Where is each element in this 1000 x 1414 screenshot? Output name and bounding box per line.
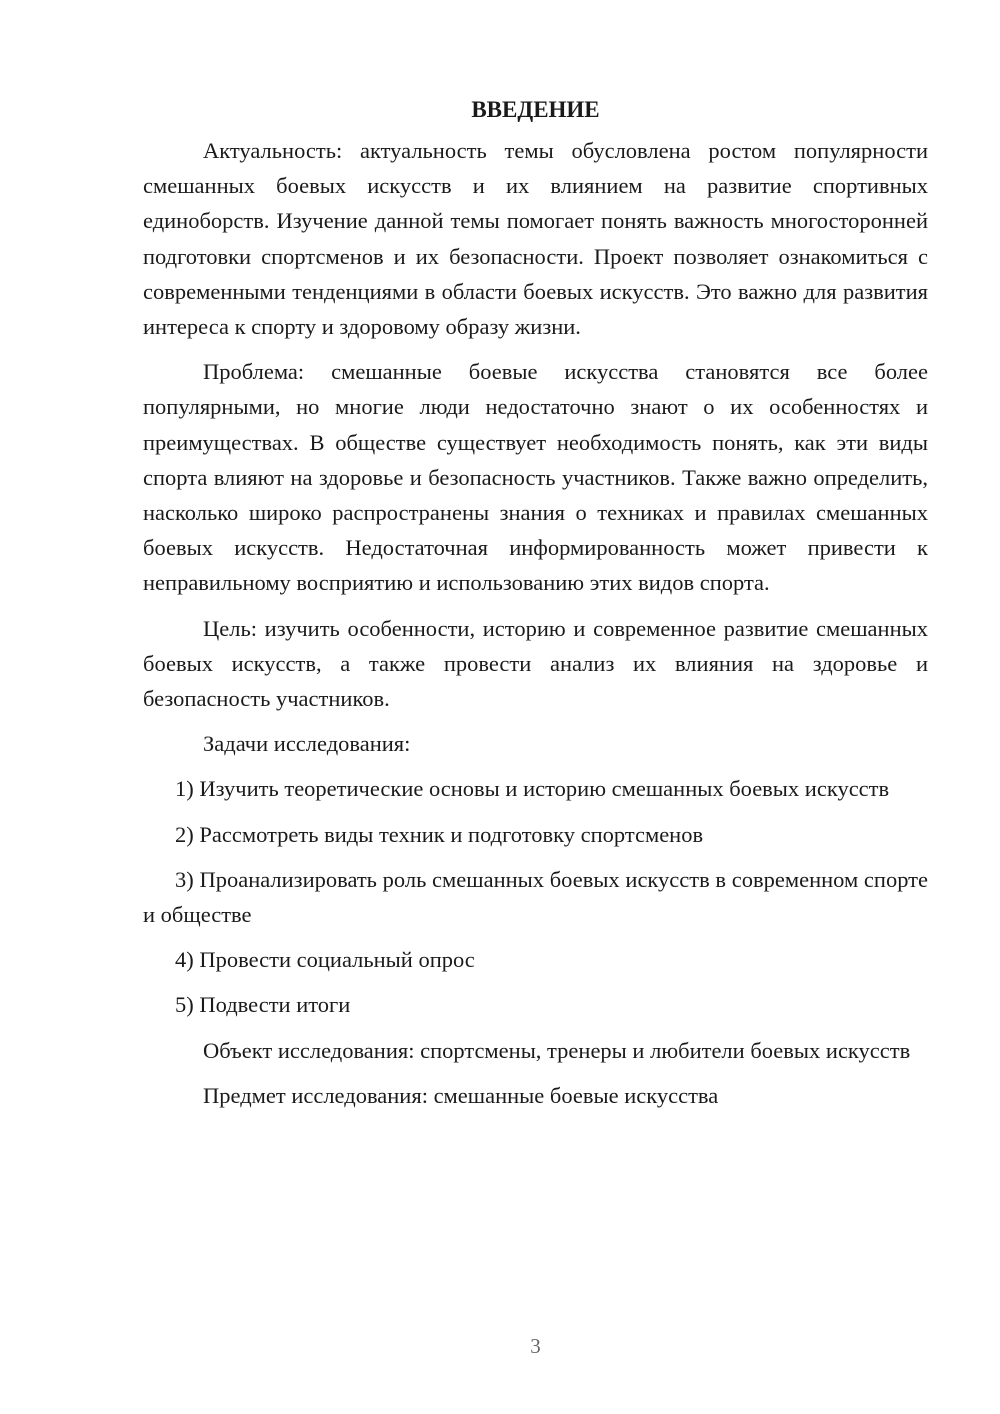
paragraph-object: Объект исследования: спортсмены, тренеры и любители боевых искусств [203, 1037, 911, 1063]
task-item-2: 2) Рассмотреть виды техник и подготовку спортсменов [175, 821, 704, 847]
paragraph-subject: Предмет исследования: смешанные боевые искусства [203, 1082, 719, 1108]
task-item-4: 4) Провести социальный опрос [175, 947, 475, 973]
tasks-heading: Задачи исследования: [203, 731, 411, 757]
document-page [143, 93, 928, 1123]
paragraph-relevance: Актуальность: актуальность темы обусловлена ростом популярности смешанных боевых искусств и их влиянием на развитие спортивных единоборств. Изучение данной темы помогает понять важность многосторонней подготовки спортсменов и их безопасности. Проект позволяет ознакомиться с современными тенденциями в области боевых искусств. Это важно для развития интереса к спорту и здоровому образу жизни. [143, 138, 928, 340]
task-item-1: 1) Изучить теоретические основы и историю смешанных боевых искусств [175, 776, 890, 802]
paragraph-problem: Проблема: смешанные боевые искусства становятся все более популярными, но многие люди недостаточно знают о их особенностях и преимуществах. В обществе существует необходимость понять, как эти виды спорта влияют на здоровье и безопасность участников. Также важно определить, насколько широко распространены знания о техниках и правилах смешанных боевых искусств. Недостаточная информированность может привести к неправильному восприятию и использованию этих видов спорта. [143, 359, 928, 596]
task-item-3: 3) Проанализировать роль смешанных боевых искусств в современном спорте и обществе [143, 866, 928, 928]
section-title: ВВЕДЕНИЕ [471, 97, 600, 122]
paragraph-goal: Цель: изучить особенности, историю и современное развитие смешанных боевых искусств, а также провести анализ их влияния на здоровье и безопасность участников. [143, 615, 928, 712]
task-item-5: 5) Подвести итоги [175, 992, 351, 1018]
page-number: 3 [530, 1334, 541, 1358]
